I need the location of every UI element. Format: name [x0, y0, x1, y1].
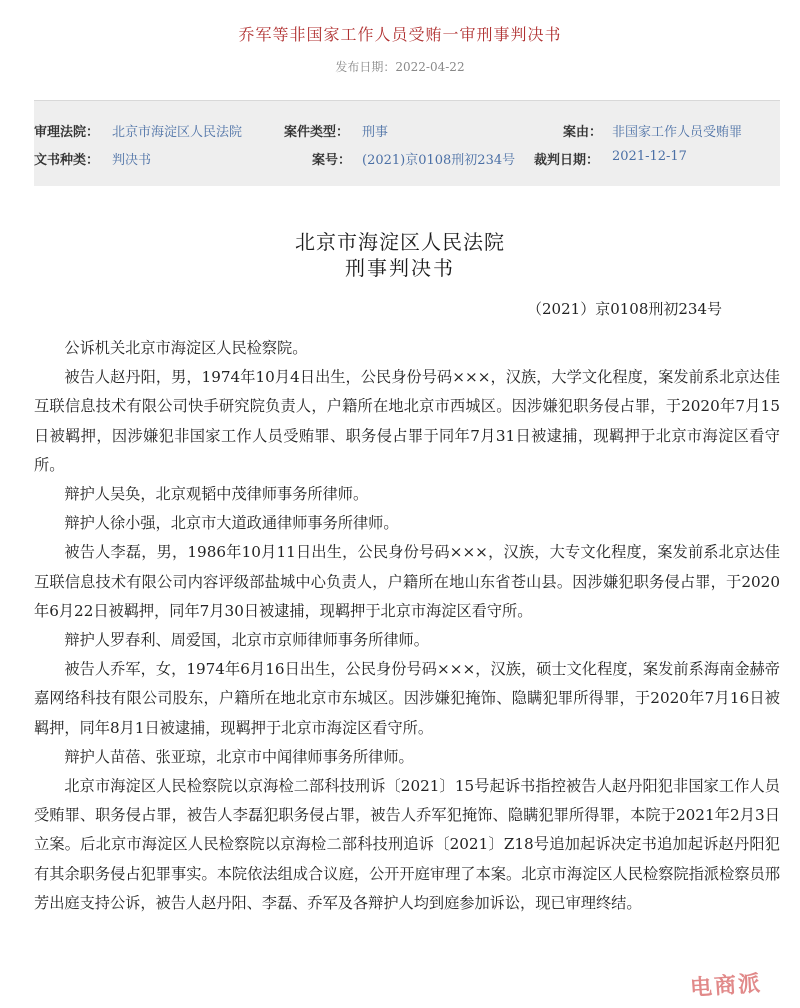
- paragraph-defendant-zhao: 被告人赵丹阳，男，1974年10月4日出生，公民身份号码×××，汉族，大学文化程度，案发前系北京达佳互联信息技术有限公司快手研究院负责人，户籍所在地北京市西城区。因涉嫌犯职务侵占罪，于2020年7月15日被羁押，因涉嫌犯非国家工作人员受贿罪、职务侵占罪于同年7月31日被逮捕，现羁押于北京市海淀区看守所。: [34, 368, 780, 474]
- paragraph-defendant-li: 被告人李磊，男，1986年10月11日出生，公民身份号码×××，汉族，大专文化程度，案发前系北京达佳互联信息技术有限公司内容评级部盐城中心负责人，户籍所在地山东省苍山县。因涉嫌犯职务侵占罪，于2020年6月22日被羁押，同年7月30日被逮捕，现羁押于北京市海淀区看守所。: [34, 543, 780, 620]
- case-no-label: 案号：: [312, 153, 352, 168]
- metadata-row: [34, 149, 780, 173]
- case-number: （2021）京0108刑初234号: [527, 300, 722, 318]
- paragraph-counsel: 辩护人苗蓓、张亚琼，北京市中闻律师事务所律师。: [64, 747, 414, 766]
- document-title: 乔军等非国家工作人员受贿一审刑事判决书: [238, 25, 562, 44]
- doc-type-label: 文书种类：: [34, 153, 100, 168]
- judgment-date-value: 2021-12-17: [612, 149, 687, 164]
- metadata-row: [34, 121, 780, 145]
- case-metadata-panel: [34, 100, 780, 186]
- paragraph-counsel: 辩护人徐小强，北京市大道政通律师事务所律师。: [64, 514, 399, 533]
- court-label: 审理法院：: [34, 125, 100, 140]
- paragraph-prosecutor: 公诉机关北京市海淀区人民检察院。: [64, 339, 308, 357]
- paragraph-defendant-qiao: 被告人乔军，女，1974年6月16日出生，公民身份号码×××，汉族，硕士文化程度，案发前系海南金赫帝嘉网络科技有限公司股东，户籍所在地北京市东城区。因涉嫌犯掩饰、隐瞒犯罪所得罪，于2020年7月16日被羁押，同年8月1日被逮捕，现羁押于北京市海淀区看守所。: [34, 660, 780, 737]
- court-name-heading: 北京市海淀区人民法院: [295, 230, 505, 254]
- judgment-date-label: 裁判日期：: [534, 153, 600, 168]
- paragraph-counsel: 辩护人罗春利、周爱国，北京市京师律师事务所律师。: [64, 631, 429, 650]
- watermark-logo: 电商派: [689, 970, 763, 1002]
- case-type-label: 案件类型：: [284, 125, 350, 140]
- document-body: [34, 334, 780, 918]
- case-type-value[interactable]: 刑事: [362, 125, 389, 140]
- paragraph-counsel: 辩护人吴奂，北京观韬中茂律师事务所律师。: [64, 485, 369, 504]
- doc-type-value[interactable]: 判决书: [112, 153, 152, 168]
- paragraph-proceedings: 北京市海淀区人民检察院以京海检二部科技刑诉〔2021〕15号起诉书指控被告人赵丹阳犯非国家工作人员受贿罪、职务侵占罪，被告人李磊犯职务侵占罪，被告人乔军犯掩饰、隐瞒犯罪所得罪，本院于2021年2月3日立案。后北京市海淀区人民检察院以京海检二部科技刑追诉〔2021〕Z18号追加起诉决定书追加起诉赵丹阳犯有其余职务侵占犯罪事实。本院依法组成合议庭，公开开庭审理了本案。北京市海淀区人民检察院指派检察员邢芳出庭支持公诉，被告人赵丹阳、李磊、乔军及各辩护人均到庭参加诉讼，现已审理终结。: [34, 777, 780, 912]
- publish-date: 发布日期：2022-04-22: [335, 60, 465, 74]
- court-value[interactable]: 北京市海淀区人民法院: [112, 125, 243, 140]
- cause-value[interactable]: 非国家工作人员受贿罪: [612, 125, 743, 140]
- document-kind-heading: 刑事判决书: [345, 256, 455, 280]
- case-no-value[interactable]: (2021)京0108刑初234号: [362, 153, 516, 168]
- cause-label: 案由：: [563, 125, 603, 140]
